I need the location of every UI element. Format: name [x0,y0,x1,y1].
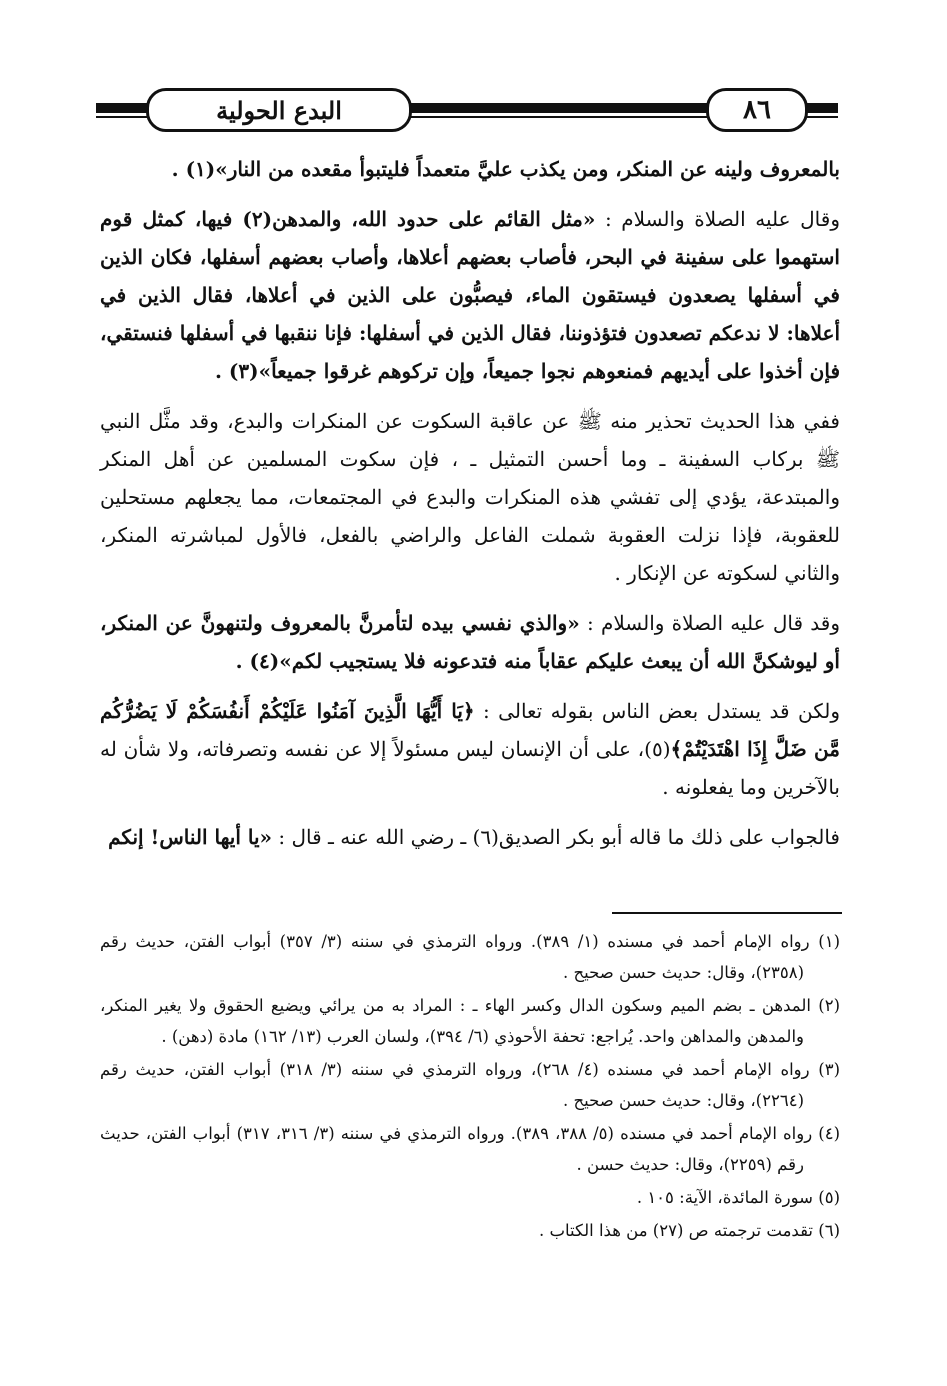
main-text [100,150,840,868]
paragraph-5 [100,692,840,806]
paragraph-3-text: ففي هذا الحديث تحذير منه ﷺ عن عاقبة السكوت عن المنكرات والبدع، وقد مثَّل النبي ﷺ بركاب السفينة ـ وما أحسن التمثيل ـ ، فإن سكوت المسلمين عن أهل المنكر والمبتدعة، يؤدي إلى تفشي هذه المنكرات والبدع في المجتمعات، مما يجعلهم مستحلين للعقوبة، فإذا نزلت العقوبة شملت الفاعل والراضي بالفعل، فالأول لمباشرته المنكر، والثاني لسكوته عن الإنكار . [100,409,840,585]
page-number: ٨٦ [706,88,808,132]
paragraph-2 [100,200,840,390]
hadith-quote-ship: «مثل القائم على حدود الله، والمدهن(٢) فيها، كمثل قوم استهموا على سفينة في البحر، فأصاب بعضهم أعلاها، وأصاب بعضهم أسفلها، فكان الذين في أسفلها يصعدون فيستقون الماء، فيصبُّون على الذين في أعلاها، فقال الذين في أعلاها: لا ندعكم تصعدون فتؤذوننا، فقال الذين في أسفلها: فإنا ننقبها في أسفلها فنستقي، فإن أخذوا على أيديهم فمنعوهم نجوا جميعاً، وإن تركوهم غرقوا جميعاً»(٣) . [100,207,840,383]
page-header [96,86,838,130]
footnote-6: (٦) تقدمت ترجمته ص (٢٧) من هذا الكتاب . [538,1221,840,1240]
quran-verse: ﴿يَا أَيُّهَا الَّذِينَ آمَنُوا عَلَيْكُمْ أَنفُسَكُمْ لَا يَضُرُّكُم مَّن ضَلَّ إِذَا اهْتَدَيْتُمْ﴾ [100,699,840,761]
footnote-separator [612,912,842,914]
paragraph-5-intro: ولكن قد يستدل بعض الناس بقوله تعالى : [474,699,840,723]
footnote-2: (٢) المدهن ـ بضم الميم وسكون الدال وكسر الهاء ـ : المراد به من يرائي ويضيع الحقوق ولا يغير المنكر، والمدهن والمداهن واحد. يُراجع: تحفة الأحوذي (٦/ ٣٩٤)، ولسان العرب (١٣/ ١٦٢) مادة (دهن) . [100,996,840,1046]
footnotes [100,926,840,1248]
paragraph-3 [100,402,840,592]
footnote-4: (٤) رواه الإمام أحمد في مسنده (٥/ ٣٨٨، ٣٨٩). ورواه الترمذي في سننه (٣/ ٣١٦، ٣١٧) أبواب الفتن، حديث رقم (٢٢٥٩)، وقال: حديث حسن . [100,1124,841,1174]
footnote-5: (٥) سورة المائدة، الآية: ١٠٥ . [636,1188,840,1207]
paragraph-6-intro: فالجواب على ذلك ما قاله أبو بكر الصديق(٦) ـ رضي الله عنه ـ قال : [272,825,840,849]
book-title: البدع الحولية [146,88,412,132]
hadith-quote-enjoin: «والذي نفسي بيده لتأمرنَّ بالمعروف ولتنهونَّ عن المنكر، أو ليوشكنَّ الله أن يبعث عليكم عقاباً منه فتدعونه فلا يستجيب لكم»(٤) . [100,611,840,673]
paragraph-6 [100,818,840,856]
paragraph-4 [100,604,840,680]
paragraph-4-intro: وقد قال عليه الصلاة والسلام : [579,611,840,635]
footnote-3: (٣) رواه الإمام أحمد في مسنده (٤/ ٢٦٨)، ورواه الترمذي في سننه (٣/ ٣١٨) أبواب الفتن، حديث رقم (٢٢٦٤)، وقال: حديث حسن صحيح . [100,1060,840,1110]
paragraph-1-text: بالمعروف ولينه عن المنكر، ومن يكذب عليَّ متعمداً فليتبوأ مقعده من النار»(١) . [171,157,840,181]
paragraph-2-intro: وقال عليه الصلاة والسلام : [595,207,840,231]
paragraph-5-rest: (٥)، على أن الإنسان ليس مسئولاً إلا عن نفسه وتصرفاته، ولا شأن له بالآخرين وما يفعلونه . [100,737,840,799]
footnote-1: (١) رواه الإمام أحمد في مسنده (١/ ٣٨٩). ورواه الترمذي في سننه (٣/ ٣٥٧) أبواب الفتن، حديث رقم (٢٣٥٨)، وقال: حديث حسن صحيح . [100,932,840,982]
paragraph-1 [100,150,840,188]
abu-bakr-quote: «يا أيها الناس! إنكم [108,825,273,849]
